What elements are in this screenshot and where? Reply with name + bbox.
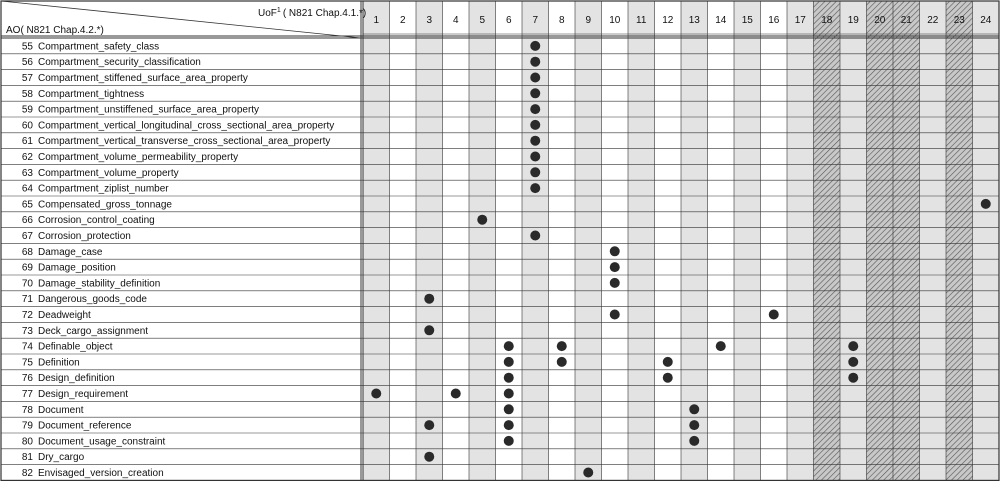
column-header-6: 6: [505, 15, 512, 26]
column-header-19: 19: [847, 15, 859, 26]
mark-row-69-col-10: [610, 262, 620, 272]
mark-row-78-col-6: [504, 404, 514, 414]
column-header-10: 10: [609, 15, 621, 26]
mark-row-77-col-4: [451, 389, 461, 399]
row-label: Compartment_security_classification: [38, 57, 201, 69]
row-number: 76: [21, 373, 33, 385]
mark-row-79-col-6: [504, 420, 514, 430]
row-label: Document_reference: [38, 420, 132, 432]
mark-row-58-col-7: [530, 88, 540, 98]
row-label: Compartment_volume_permeability_property: [38, 152, 239, 163]
mark-row-59-col-7: [530, 104, 540, 114]
mark-row-65-col-24: [981, 199, 991, 209]
column-header-4: 4: [452, 15, 459, 26]
row-labels: [22, 41, 334, 479]
row-number: 72: [21, 310, 33, 321]
row-number: 78: [21, 404, 33, 416]
mark-row-74-col-14: [716, 341, 726, 351]
column-header-22: 22: [927, 15, 939, 26]
column-header-3: 3: [426, 15, 433, 26]
column-header-24: 24: [980, 15, 992, 26]
column-header-12: 12: [662, 15, 674, 26]
row-label: Deck_cargo_assignment: [38, 325, 149, 337]
mark-row-76-col-12: [663, 373, 673, 383]
row-number: 81: [21, 452, 33, 464]
mark-row-79-col-3: [424, 420, 434, 430]
column-header-8: 8: [558, 15, 565, 26]
mark-row-74-col-8: [557, 341, 567, 351]
column-header-15: 15: [741, 15, 753, 26]
row-number: 73: [21, 325, 33, 337]
column-header-5: 5: [479, 15, 486, 26]
shaded-column-17: [787, 1, 814, 480]
shaded-column-1: [363, 1, 390, 480]
row-label: Definition: [38, 357, 80, 369]
row-label: Compartment_volume_property: [38, 167, 179, 179]
mark-row-66-col-5: [477, 215, 487, 225]
row-number: 70: [21, 278, 33, 290]
mark-row-55-col-7: [530, 41, 540, 51]
row-label: Document_usage_constraint: [38, 436, 166, 448]
row-label: Damage_position: [38, 262, 116, 274]
column-header-7: 7: [532, 15, 539, 26]
row-number: 66: [21, 215, 33, 227]
row-number: 58: [21, 88, 33, 100]
hatched-column-21: [893, 1, 920, 480]
column-header-16: 16: [768, 15, 780, 26]
mark-row-62-col-7: [530, 152, 540, 162]
mark-row-75-col-12: [663, 357, 673, 367]
row-number: 69: [21, 262, 33, 274]
mark-row-71-col-3: [424, 294, 434, 304]
row-number: 74: [21, 341, 33, 353]
row-label: Document: [38, 404, 84, 416]
row-label: Compartment_vertical_longitudinal_cross_sectional_area_property: [38, 120, 335, 132]
shaded-column-15: [734, 1, 761, 480]
uof-label: UoF$^1$ ( N821 Chap.4.1.*): [258, 7, 367, 19]
row-number: 68: [21, 246, 33, 258]
row-label: Compartment_safety_class: [38, 41, 160, 53]
mark-row-82-col-9: [583, 468, 593, 478]
mark-row-80-col-6: [504, 436, 514, 446]
column-header-20: 20: [874, 15, 886, 26]
column-header-17: 17: [794, 15, 806, 26]
column-header-9: 9: [585, 15, 592, 26]
row-label: Damage_case: [38, 246, 103, 258]
row-number: 62: [21, 152, 33, 163]
row-label: Corrosion_control_coating: [38, 215, 155, 227]
mark-row-70-col-10: [610, 278, 620, 288]
row-number: 79: [21, 420, 33, 432]
shaded-column-19: [840, 1, 867, 480]
row-label: Definable_object: [38, 341, 113, 353]
mark-row-79-col-13: [689, 420, 699, 430]
mark-row-80-col-13: [689, 436, 699, 446]
shaded-column-5: [469, 1, 496, 480]
mark-row-67-col-7: [530, 231, 540, 241]
row-number: 63: [21, 167, 33, 179]
column-header-21: 21: [900, 15, 912, 26]
mark-row-68-col-10: [610, 246, 620, 256]
row-label: Compartment_ziplist_number: [38, 183, 169, 195]
column-header-23: 23: [953, 15, 965, 26]
row-number: 75: [21, 357, 33, 369]
hatched-column-20: [867, 1, 894, 480]
row-label: Compensated_gross_tonnage: [38, 199, 172, 211]
mark-row-76-col-19: [848, 373, 858, 383]
shaded-column-3: [416, 1, 443, 480]
shaded-column-22: [920, 1, 947, 480]
column-header-1: 1: [373, 15, 380, 26]
mark-row-63-col-7: [530, 167, 540, 177]
shaded-column-11: [628, 1, 655, 480]
column-header-14: 14: [715, 15, 727, 26]
ao-label: AO( N821 Chap.4.2.*): [6, 25, 104, 36]
row-number: 55: [21, 41, 33, 53]
mark-row-64-col-7: [530, 183, 540, 193]
row-number: 65: [21, 199, 33, 211]
mark-row-76-col-6: [504, 373, 514, 383]
mark-row-75-col-8: [557, 357, 567, 367]
row-number: 64: [21, 183, 33, 195]
row-number: 61: [21, 136, 33, 148]
shaded-column-24: [973, 1, 1000, 480]
mark-row-72-col-10: [610, 310, 620, 320]
row-label: Dry_cargo: [38, 452, 85, 464]
table-header: [6, 7, 366, 36]
row-label: Compartment_tightness: [38, 88, 145, 100]
column-header-13: 13: [688, 15, 700, 26]
row-number: 71: [21, 294, 33, 306]
row-label: Deadweight: [38, 310, 91, 321]
row-label: Damage_stability_definition: [38, 278, 161, 290]
row-label: Corrosion_protection: [38, 231, 131, 242]
mark-row-75-col-6: [504, 357, 514, 367]
shaded-column-9: [575, 1, 602, 480]
mark-row-56-col-7: [530, 57, 540, 67]
mark-row-81-col-3: [424, 452, 434, 462]
mark-row-78-col-13: [689, 404, 699, 414]
mark-row-60-col-7: [530, 120, 540, 130]
row-label: Design_definition: [38, 373, 115, 385]
row-number: 80: [21, 436, 33, 448]
column-header-11: 11: [636, 15, 647, 26]
row-label: Compartment_stiffened_surface_area_property: [38, 73, 248, 84]
row-number: 56: [21, 57, 33, 69]
mark-row-77-col-6: [504, 389, 514, 399]
row-label: Compartment_unstiffened_surface_area_property: [38, 104, 260, 116]
row-number: 82: [21, 468, 33, 479]
column-header-18: 18: [821, 15, 833, 26]
row-number: 77: [21, 389, 33, 400]
mark-row-75-col-19: [848, 357, 858, 367]
hatched-column-18: [814, 1, 841, 480]
row-label: Envisaged_version_creation: [38, 468, 164, 479]
row-number: 59: [21, 104, 33, 116]
mark-row-74-col-6: [504, 341, 514, 351]
mark-row-73-col-3: [424, 325, 434, 335]
row-label: Compartment_vertical_transverse_cross_sectional_area_property: [38, 136, 331, 148]
row-number: 67: [21, 231, 33, 242]
row-number: 57: [21, 73, 33, 84]
row-label: Dangerous_goods_code: [38, 294, 147, 306]
hatched-column-23: [946, 1, 973, 480]
mark-row-57-col-7: [530, 73, 540, 83]
column-header-2: 2: [399, 15, 406, 26]
row-number: 60: [21, 120, 33, 132]
row-label: Design_requirement: [38, 389, 129, 400]
mark-row-77-col-1: [371, 389, 381, 399]
mark-row-74-col-19: [848, 341, 858, 351]
mark-row-72-col-16: [769, 310, 779, 320]
mark-row-61-col-7: [530, 136, 540, 146]
